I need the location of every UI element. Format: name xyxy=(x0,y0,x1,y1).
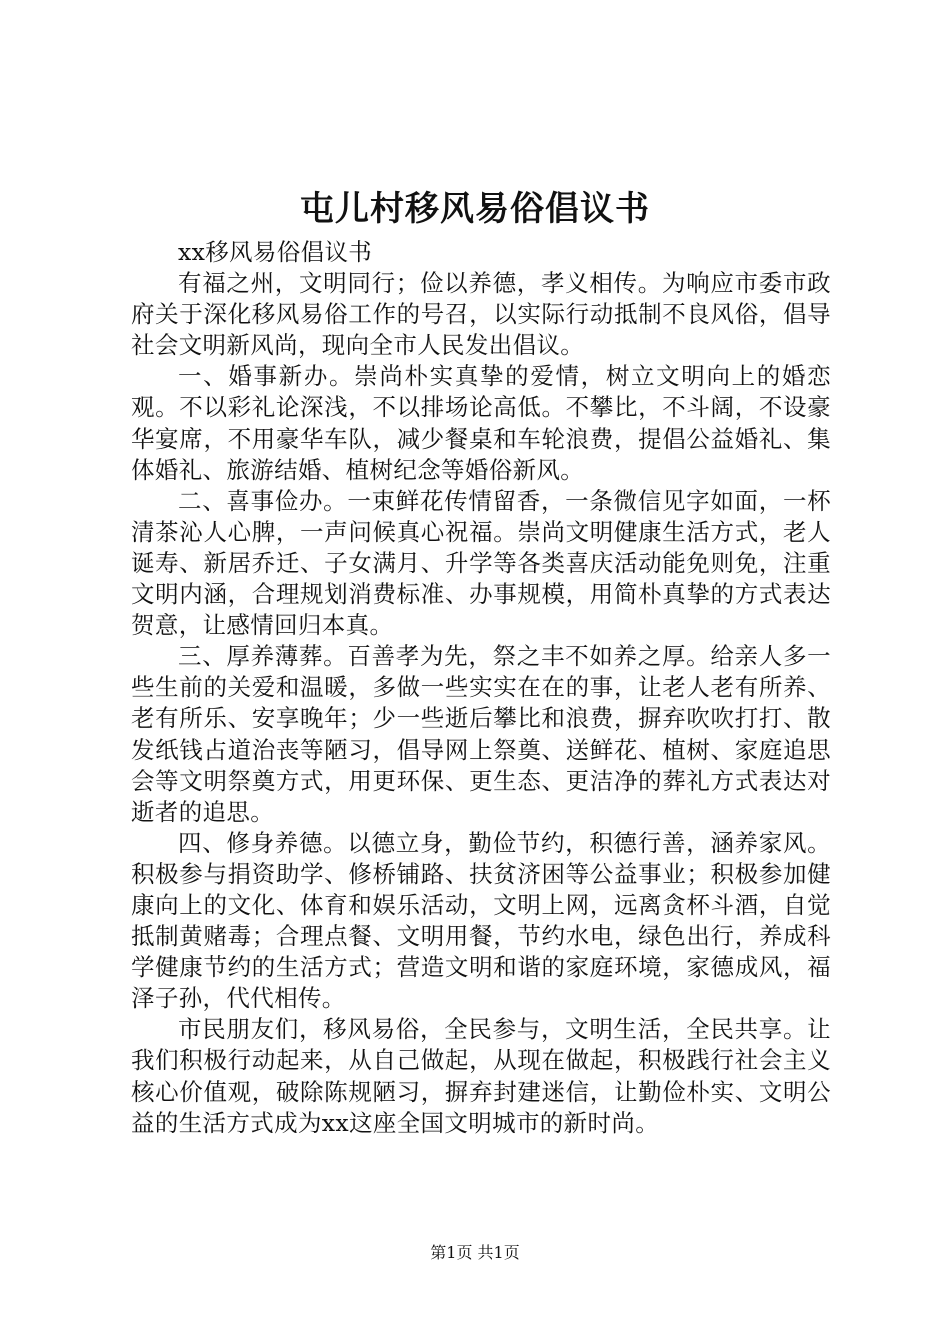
paragraph-funeral: 三、厚养薄葬。百善孝为先，祭之丰不如养之厚。给亲人多一些生前的关爱和温暖，多做一些实实在在的事，让老人老有所养、老有所乐、安享晚年；少一些逝后攀比和浪费，摒弃吹吹打打、散发纸钱占道治丧等陋习，倡导网上祭奠、送鲜花、植树、家庭追思会等文明祭奠方式，用更环保、更生态、更洁净的葬礼方式表达对逝者的追思。 xyxy=(131,642,831,826)
page-number: 第1页 共1页 xyxy=(430,1243,520,1262)
paragraph-wedding: 一、婚事新办。崇尚朴实真挚的爱情，树立文明向上的婚恋观。不以彩礼论深浅，不以排场论高低。不攀比，不斗阔，不设豪华宴席，不用豪华车队，减少餐桌和车轮浪费，提倡公益婚礼、集体婚礼、旅游结婚、植树纪念等婚俗新风。 xyxy=(131,362,831,484)
paragraph-subtitle: xx移风易俗倡议书 xyxy=(178,238,373,266)
document-title: 屯儿村移风易俗倡议书 xyxy=(300,189,650,229)
paragraph-intro: 有福之州，文明同行；俭以养德，孝义相传。为响应市委市政府关于深化移风易俗工作的号召，以实际行动抵制不良风俗，倡导社会文明新风尚，现向全市人民发出倡议。 xyxy=(131,269,831,360)
paragraph-closing: 市民朋友们，移风易俗，全民参与，文明生活，全民共享。让我们积极行动起来，从自己做起，从现在做起，积极践行社会主义核心价值观，破除陈规陋习，摒弃封建迷信，让勤俭朴实、文明公益的生活方式成为xx这座全国文明城市的新时尚。 xyxy=(131,1015,831,1137)
paragraph-virtue: 四、修身养德。以德立身，勤俭节约，积德行善，涵养家风。积极参与捐资助学、修桥铺路、扶贫济困等公益事业；积极参加健康向上的文化、体育和娱乐活动，文明上网，远离贪杯斗酒，自觉抵制黄赌毒；合理点餐、文明用餐，节约水电，绿色出行，养成科学健康节约的生活方式；营造文明和谐的家庭环境，家德成风，福泽子孙，代代相传。 xyxy=(131,828,831,1013)
paragraph-celebration: 二、喜事俭办。一束鲜花传情留香，一条微信见字如面，一杯清茶沁人心脾，一声问候真心祝福。崇尚文明健康生活方式，老人诞寿、新居乔迁、子女满月、升学等各类喜庆活动能免则免，注重文明内涵，合理规划消费标准、办事规模，用简朴真挚的方式表达贺意，让感情回归本真。 xyxy=(131,486,831,640)
document-body xyxy=(131,237,831,1139)
